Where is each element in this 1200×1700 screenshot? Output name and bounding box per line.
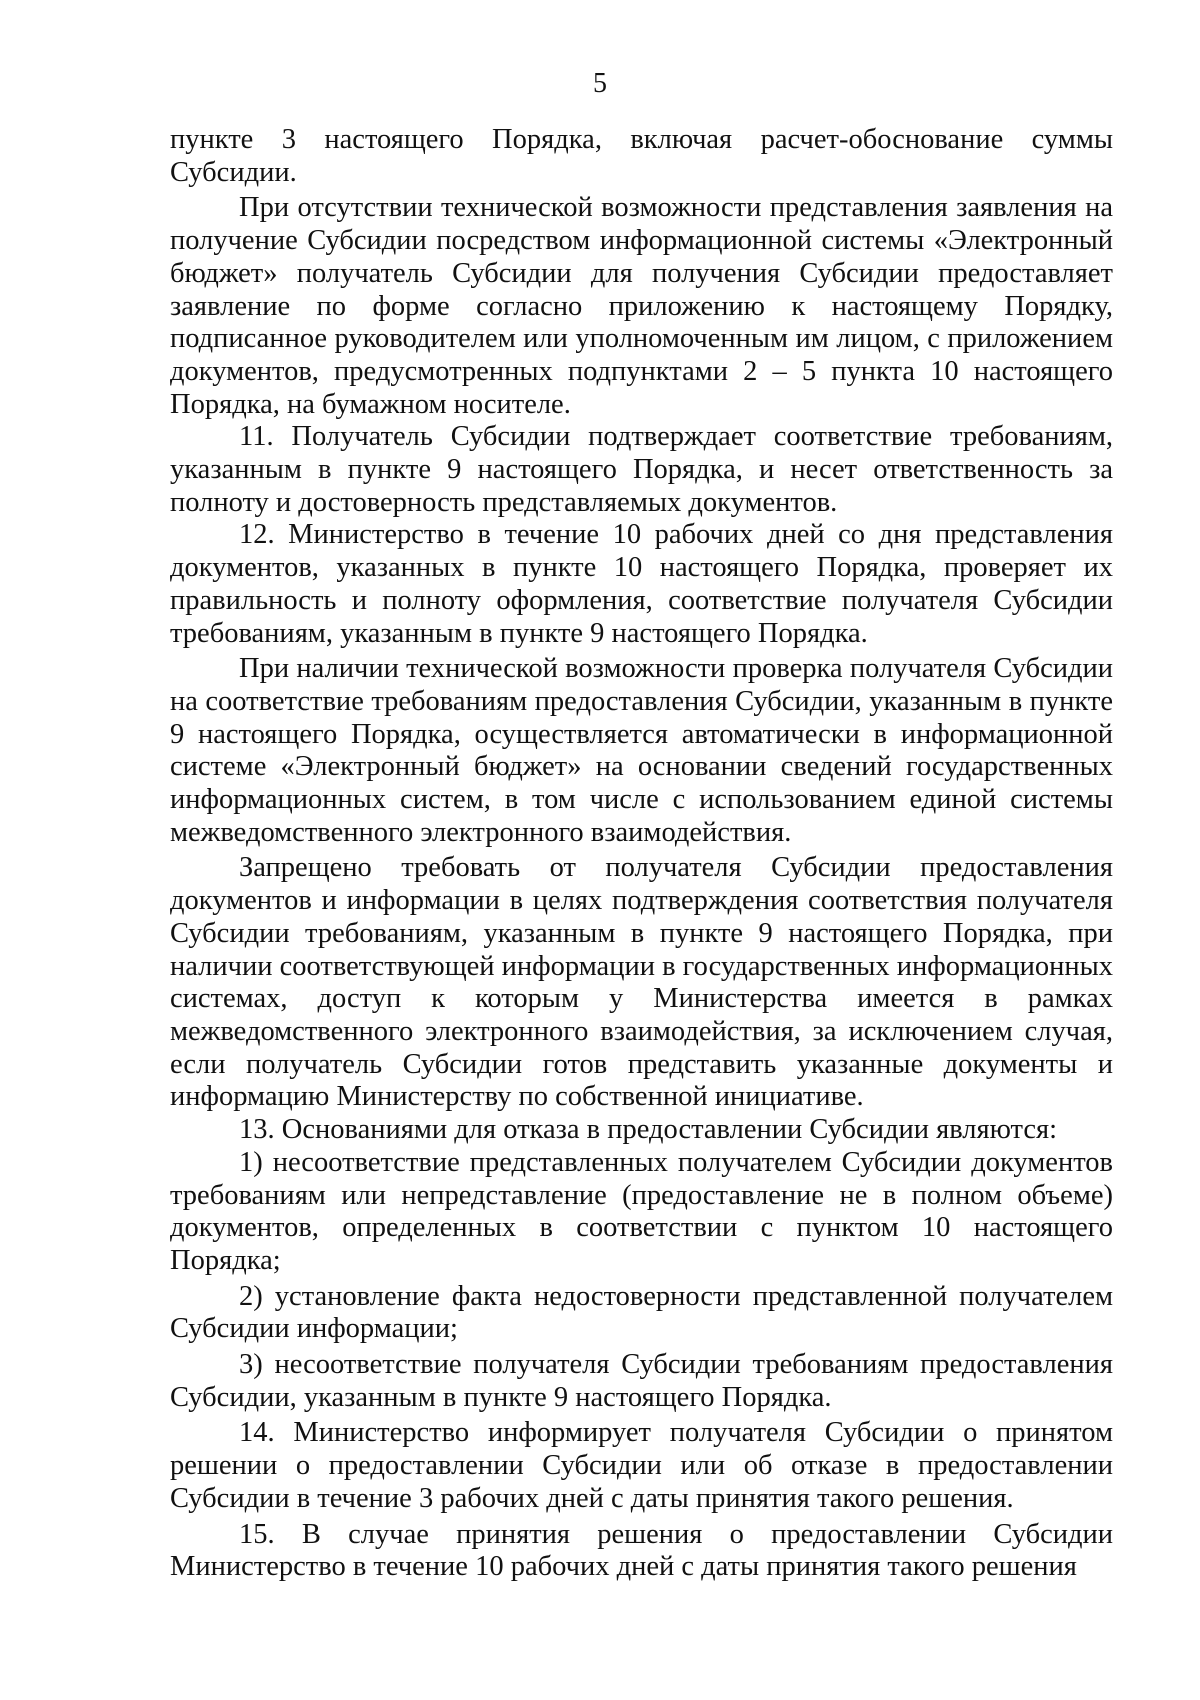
paragraph-item-12: 12. Министерство в течение 10 рабочих дней со дня представления документов, указанных в пункте 10 настоящего Порядка, проверяет их правильность и полноту оформления, соответствие получателя Субсидии требованиям, указанным в пункте 9 настоящего Порядка. (170, 519, 1113, 649)
page-number: 5 (593, 68, 607, 99)
paragraph-subitem-2: 2) установление факта недостоверности представленной получателем Субсидии информации; (170, 1280, 1113, 1345)
paragraph-item-11: 11. Получатель Субсидии подтверждает соответствие требованиям, указанным в пункте 9 настоящего Порядка, и несет ответственность за полноту и достоверность представляемых документов. (170, 421, 1113, 518)
document-body (170, 124, 1113, 1584)
paragraph-item-13: 13. Основаниями для отказа в предоставлении Субсидии являются: (239, 1114, 1057, 1146)
paragraph-prohibition: Запрещено требовать от получателя Субсидии предоставления документов и информации в целях подтверждения соответствия получателя Субсидии требованиям, указанным в пункте 9 настоящего Порядка, при наличии соответствующей информации в государственных информационных системах, доступ к которым у Министерства имеется в рамках межведомственного электронного взаимодействия, за исключением случая, если получатель Субсидии готов представить указанные документы и информацию Министерству по собственной инициативе. (170, 852, 1113, 1113)
paragraph-automatic-check: При наличии технической возможности проверка получателя Субсидии на соответствие требованиям предоставления Субсидии, указанным в пункте 9 настоящего Порядка, осуществляется автоматически в информационной системе «Электронный бюджет» на основании сведений государственных информационных систем, в том числе с использованием единой системы межведомственного электронного взаимодействия. (170, 653, 1113, 848)
paragraph-subitem-3: 3) несоответствие получателя Субсидии требованиям предоставления Субсидии, указанным в пункте 9 настоящего Порядка. (170, 1349, 1113, 1413)
paragraph-paper-submission: При отсутствии технической возможности представления заявления на получение Субсидии посредством информационной системы «Электронный бюджет» получатель Субсидии для получения Субсидии предоставляет заявление по форме согласно приложению к настоящему Порядку, подписанное руководителем или уполномоченным им лицом, с приложением документов, предусмотренных подпунктами 2 – 5 пункта 10 настоящего Порядка, на бумажном носителе. (170, 192, 1113, 420)
paragraph-continuation: пункте 3 настоящего Порядка, включая расчет-обоснование суммы Субсидии. (170, 124, 1113, 188)
paragraph-item-15: 15. В случае принятия решения о предоставлении Субсидии Министерство в течение 10 рабочих дней с даты принятия такого решения (170, 1518, 1113, 1583)
paragraph-subitem-1: 1) несоответствие представленных получателем Субсидии документов требованиям или непредставление (предоставление не в полном объеме) документов, определенных в соответствии с пунктом 10 настоящего Порядка; (170, 1146, 1113, 1276)
paragraph-item-14: 14. Министерство информирует получателя Субсидии о принятом решении о предоставлении Субсидии или об отказе в предоставлении Субсидии в течение 3 рабочих дней с даты принятия такого решения. (170, 1417, 1113, 1514)
